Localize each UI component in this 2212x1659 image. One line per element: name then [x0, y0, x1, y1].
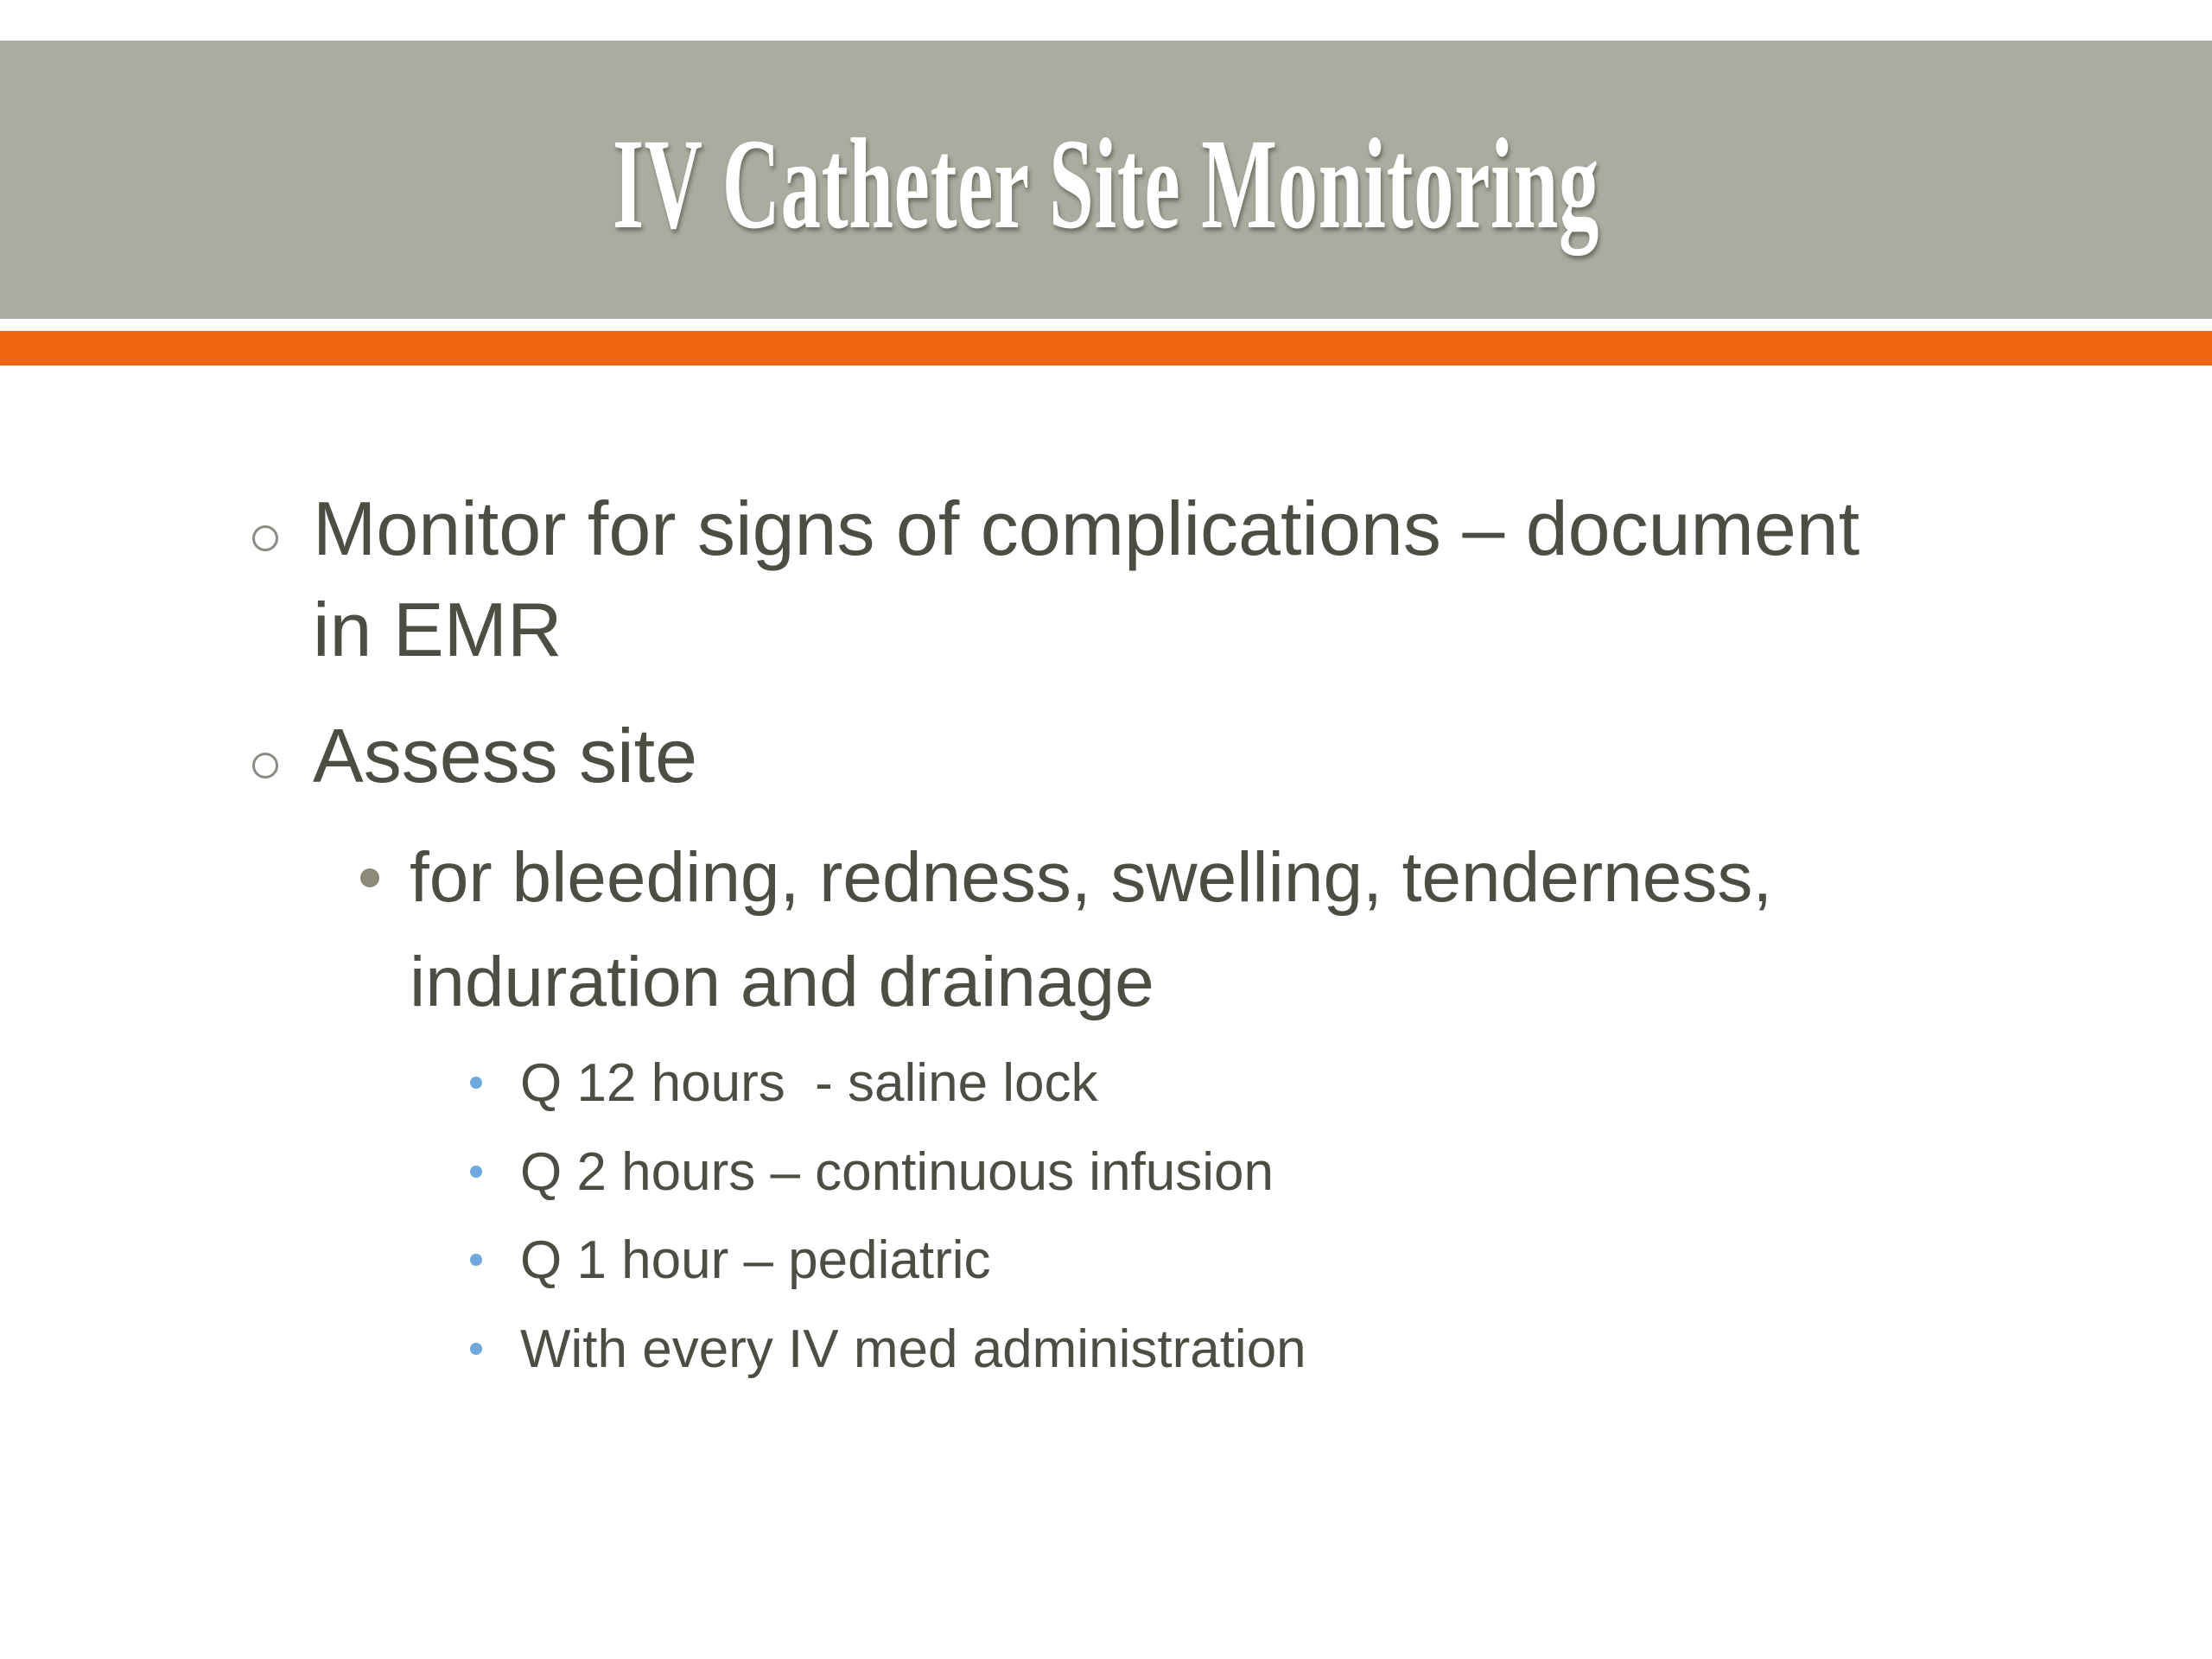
bullet-monitor-line2: in EMR — [313, 587, 563, 672]
slide-title: IV Catheter Site Monitoring — [612, 112, 1600, 256]
dot-bullet-icon — [360, 868, 379, 887]
blue-bullet-icon — [470, 1343, 482, 1355]
circle-bullet-icon — [252, 525, 278, 551]
blue-bullet-icon — [470, 1077, 482, 1089]
blue-bullet-icon — [470, 1254, 482, 1266]
circle-bullet-icon — [252, 753, 278, 779]
bullet-assess-site: Assess site — [313, 713, 698, 798]
sub-bullet-line1: for bleeding, redness, swelling, tenderness, — [410, 838, 1773, 917]
bullet-monitor-line1: Monitor for signs of complications – document — [313, 486, 1860, 571]
blue-bullet-icon — [470, 1166, 482, 1178]
frequency-item: Q 12 hours - saline lock — [520, 1053, 1098, 1113]
frequency-item: With every IV med administration — [520, 1319, 1306, 1379]
frequency-item: Q 2 hours – continuous infusion — [520, 1142, 1274, 1202]
frequency-item: Q 1 hour – pediatric — [520, 1230, 991, 1290]
sub-bullet-line2: induration and drainage — [410, 943, 1154, 1021]
